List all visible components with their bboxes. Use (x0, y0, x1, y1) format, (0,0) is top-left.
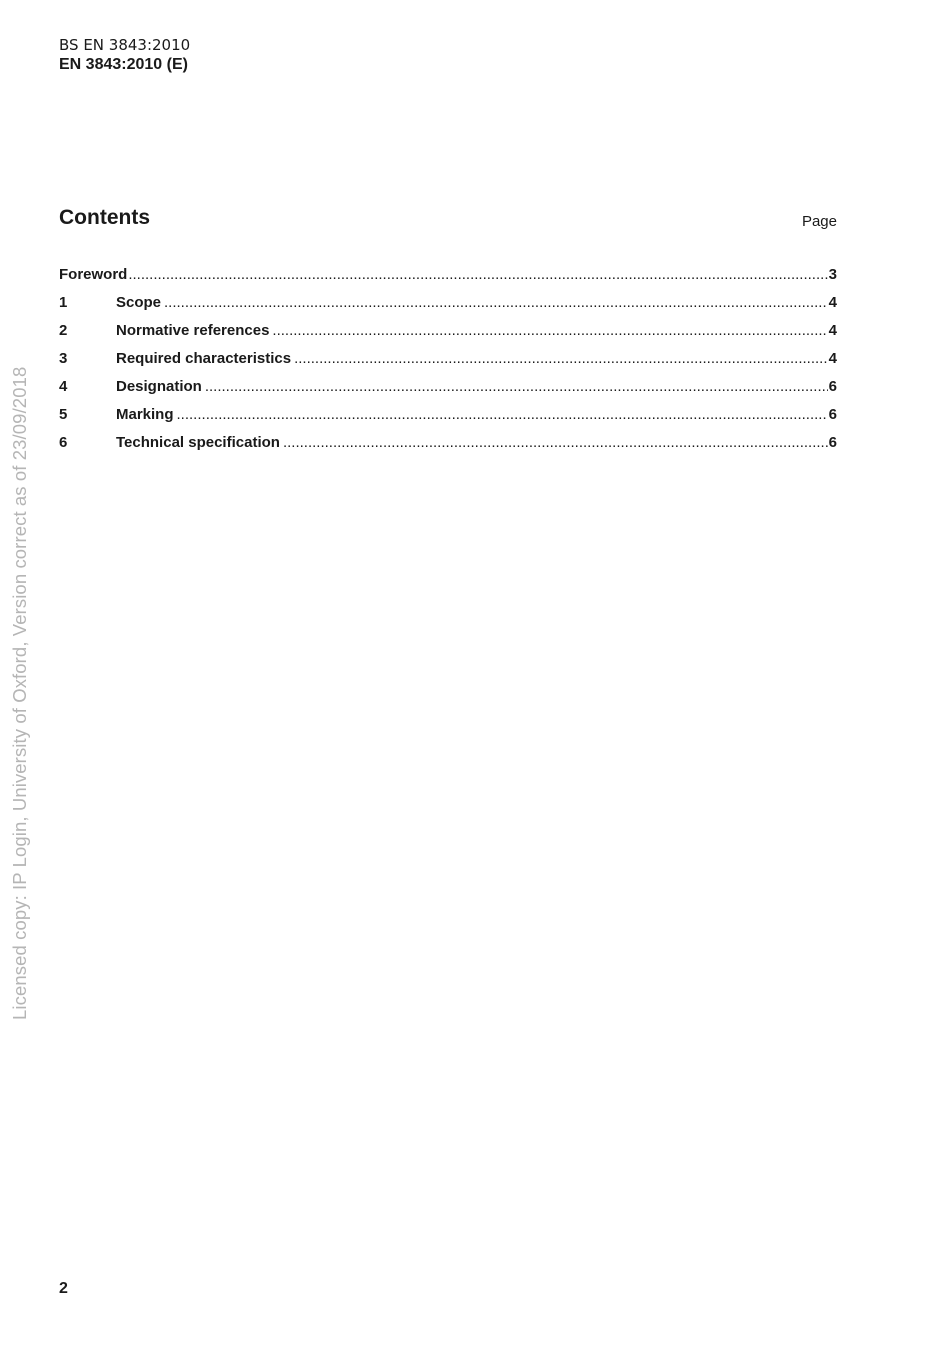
toc-entry-page: 6 (828, 434, 837, 451)
toc-entry-scope[interactable] (59, 294, 837, 322)
toc-entry-title: Foreword (59, 266, 128, 283)
toc-entry-page: 6 (828, 406, 837, 423)
toc-entry-title: Normative references (116, 322, 270, 339)
toc-leader-dots (283, 434, 828, 451)
toc-leader-dots (205, 378, 828, 395)
toc-entry-normative-references[interactable] (59, 322, 837, 350)
toc-leader-dots (294, 350, 828, 367)
toc-entry-page: 4 (828, 294, 837, 311)
toc-entry-number: 1 (59, 294, 68, 311)
page-column-label: Page (801, 213, 837, 230)
toc-leader-dots (164, 294, 828, 311)
toc-entry-marking[interactable] (59, 406, 837, 434)
toc-entry-page: 4 (828, 322, 837, 339)
toc-entry-number: 2 (59, 322, 68, 339)
toc-entry-number: 6 (59, 434, 68, 451)
toc-entry-page: 6 (828, 378, 837, 395)
toc-entry-page: 4 (828, 350, 837, 367)
toc-entry-title: Designation (116, 378, 202, 395)
toc-leader-dots (177, 406, 828, 423)
toc-entry-technical-specification[interactable] (59, 434, 837, 462)
toc-entry-page: 3 (828, 266, 837, 283)
document-header (59, 36, 190, 74)
toc-entry-title: Scope (116, 294, 162, 311)
toc-entry-title: Required characteristics (116, 350, 292, 367)
header-standard-en: EN 3843:2010 (E) (59, 56, 188, 73)
toc-entry-designation[interactable] (59, 378, 837, 406)
toc-entry-title: Marking (116, 406, 174, 423)
toc-entry-foreword[interactable] (59, 266, 837, 294)
toc-leader-dots (128, 266, 827, 283)
toc-entry-required-characteristics[interactable] (59, 350, 837, 378)
toc-leader-dots (272, 322, 827, 339)
page-number: 2 (59, 1280, 68, 1297)
contents-heading: Contents (59, 206, 150, 229)
toc-entry-number: 4 (59, 378, 68, 395)
toc-entry-number: 5 (59, 406, 68, 423)
table-of-contents (59, 266, 837, 462)
toc-entry-number: 3 (59, 350, 68, 367)
header-standard-bs: BS EN 3843:2010 (59, 36, 191, 54)
toc-entry-title: Technical specification (116, 434, 280, 451)
license-watermark: Licensed copy: IP Login, University of Oxford, Version correct as of 23/09/2018 (9, 366, 30, 1020)
